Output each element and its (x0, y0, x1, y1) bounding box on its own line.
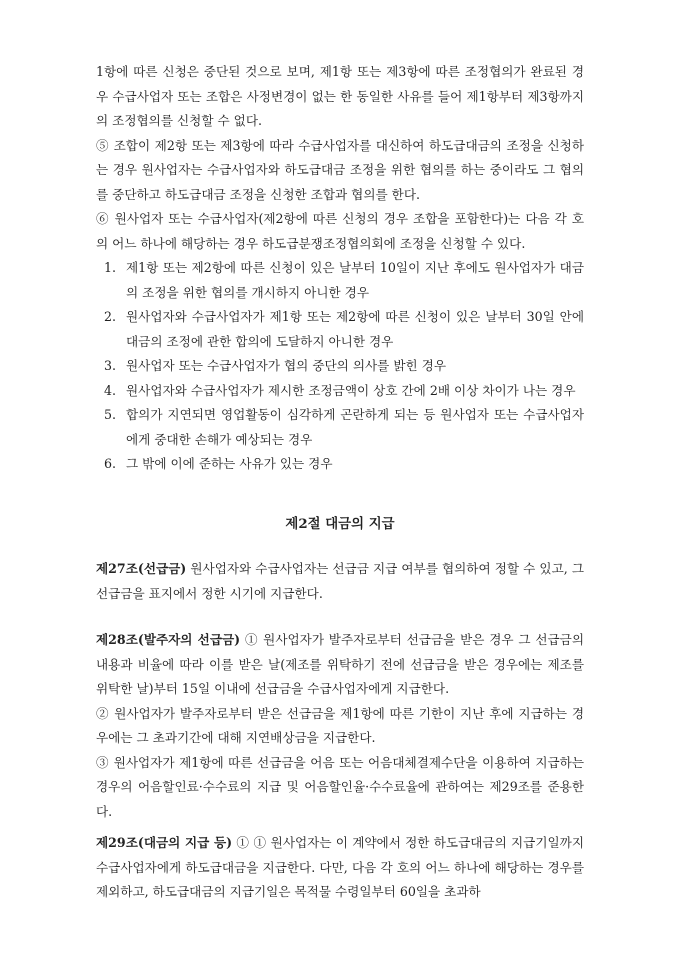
article-28-title: 제28조(발주자의 선급금) (96, 632, 241, 647)
list-item-number: 6. (104, 456, 117, 471)
list-item-number: 4. (104, 382, 117, 398)
list-item-text: 원사업자와 수급사업자가 제1항 또는 제2항에 따른 신청이 있은 날부터 30일 안에 대금의 조정에 관한 합의에 도달하지 아니한 경우 (126, 309, 584, 349)
list-item-text: 원사업자 또는 수급사업자가 협의 중단의 의사를 밝힌 경우 (126, 358, 446, 373)
list-item (104, 256, 584, 305)
list-item-text: 합의가 지연되면 영업활동이 심각하게 곤란하게 되는 등 원사업자 또는 수급사업자에게 중대한 손해가 예상되는 경우 (126, 407, 584, 447)
list-item (104, 354, 584, 379)
article-28-body: ① 원사업자가 발주자로부터 선급금을 받은 경우 그 선급금의 내용과 비율에 따라 이를 받은 날(제조를 위탁하기 전에 선급금을 받은 경우에는 제조를 위탁한 날)부터 15일 이내에 선급금을 수급사업자에게 지급한다. (96, 632, 585, 696)
list-item (104, 305, 584, 354)
list-item-text: 제1항 또는 제2항에 따른 신청이 있은 날부터 10일이 지난 후에도 원사업자가 대금의 조정을 위한 협의를 개시하지 아니한 경우 (126, 260, 584, 300)
article-29-title: 제29조(대금의 지급 등) (96, 835, 233, 850)
list-item-number: 5. (104, 407, 117, 422)
section-heading: 제2절 대금의 지급 (285, 516, 395, 532)
list-item (104, 403, 584, 452)
article-29-body: ① ① 원사업자는 이 계약에서 정한 하도급대금의 지급기일까지 수급사업자에게 하도급대금을 지급한다. 다만, 다음 각 호의 어느 하나에 해당하는 경우를 제외하고, 하도급대금의 지급기일은 목적물 수령일부터 60일을 초과하 (96, 835, 585, 899)
article-28-paragraph-3: ③ 원사업자가 제1항에 따른 선급금을 어음 또는 어음대체결제수단을 이용하여 지급하는 경우의 어음할인료·수수료의 지급 및 어음할인율·수수료율에 관하여는 제29조를 준용한다. (96, 754, 584, 819)
list-item-text: 원사업자와 수급사업자가 제시한 조정금액이 상호 간에 2배 이상 차이가 나는 경우 (126, 382, 576, 398)
list-item-number: 3. (104, 358, 117, 373)
article-27-body: 원사업자와 수급사업자는 선급금 지급 여부를 협의하여 정할 수 있고, 그 선급금을 표지에서 정한 시기에 지급한다. (96, 561, 584, 601)
article-29 (96, 831, 584, 905)
list-item-number: 1. (104, 260, 117, 275)
paragraph-6: ⑥ 원사업자 또는 수급사업자(제2항에 따른 신청의 경우 조합을 포함한다)는 다음 각 호의 어느 하나에 해당하는 경우 하도급분쟁조정협의회에 조정을 신청할 수 있다. (96, 211, 584, 251)
paragraph-5: ⑤ 조합이 제2항 또는 제3항에 따라 수급사업자를 대신하여 하도급대금의 조정을 신청하는 경우 원사업자는 수급사업자와 하도급대금 조정을 위한 협의를 하는 중이라도 그 협의를 중단하고 하도급대금 조정을 신청한 조합과 협의를 한다. (96, 137, 584, 202)
paragraph-continuation: 1항에 따른 신청은 중단된 것으로 보며, 제1항 또는 제3항에 따른 조정협의가 완료된 경우 수급사업자 또는 조합은 사정변경이 없는 한 동일한 사유를 들어 제1항부터 제3항까지의 조정협의를 신청할 수 없다. (96, 64, 584, 128)
list-item (104, 379, 584, 404)
list-item-text: 그 밖에 이에 준하는 사유가 있는 경우 (126, 456, 333, 471)
list-item (104, 452, 584, 477)
item-list (104, 256, 584, 477)
article-27-title: 제27조(선급금) (96, 561, 187, 576)
article-28-paragraph-2: ② 원사업자가 발주자로부터 받은 선급금을 제1항에 따른 기한이 지난 후에 지급하는 경우에는 그 초과기간에 대해 지연배상금을 지급한다. (96, 705, 584, 745)
article-28 (96, 628, 584, 702)
list-item-number: 2. (104, 309, 117, 324)
article-27 (96, 557, 584, 606)
